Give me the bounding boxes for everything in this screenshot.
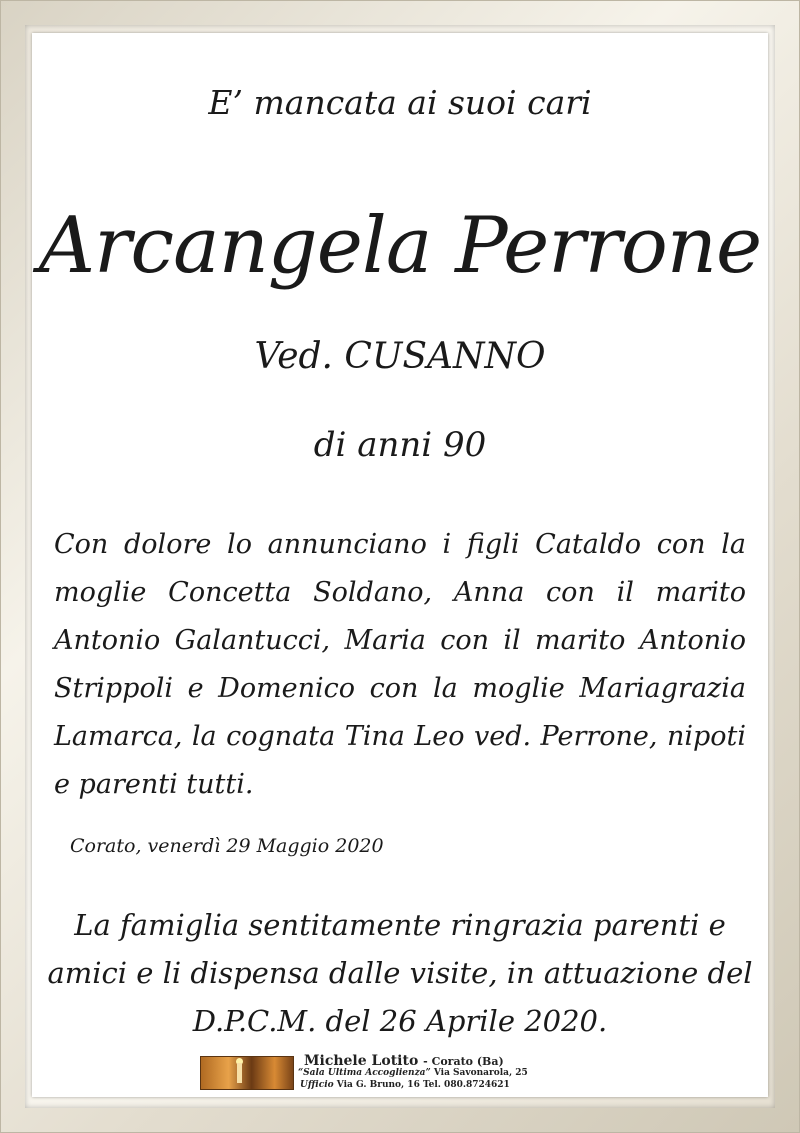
- place-date: Corato, venerdì 29 Maggio 2020: [70, 835, 384, 857]
- office-address: Via G. Bruno, 16: [336, 1080, 420, 1090]
- office-line: [300, 1080, 510, 1090]
- announcement-text: Con dolore lo annunciano i figli Cataldo con la moglie Concetta Soldano, Anna con il marito Antonio Galantucci, Maria con il marito Antonio Strippoli e Domenico con la moglie Mariagrazia Lamarca, la cognata Tina Leo ved. Perrone, nipoti e parenti tutti.: [54, 529, 746, 800]
- company-name: Michele Lotito: [304, 1053, 419, 1069]
- obituary-notice: [32, 33, 768, 1097]
- thanks-line: amici e li dispensa dalle visite, in attuazione del: [47, 956, 753, 990]
- widow-of: Ved. CUSANNO: [254, 336, 546, 377]
- funeral-home-footer: [200, 1053, 630, 1091]
- hall-line: [298, 1068, 528, 1078]
- thanks-line: La famiglia sentitamente ringrazia parenti e: [74, 908, 726, 942]
- intro-line: E’ mancata ai suoi cari: [208, 83, 592, 122]
- hall-name: “Sala Ultima Accoglienza”: [298, 1068, 431, 1078]
- deceased-name: Arcangela Perrone: [38, 201, 762, 291]
- thanks-line: D.P.C.M. del 26 Aprile 2020.: [192, 1004, 608, 1038]
- thanks-text: [32, 901, 768, 1045]
- candle-logo-icon: [200, 1056, 294, 1090]
- hall-address: Via Savonarola, 25: [433, 1068, 528, 1078]
- company-line: [304, 1053, 504, 1069]
- company-location: - Corato (Ba): [423, 1055, 504, 1068]
- age-line: di anni 90: [313, 425, 487, 465]
- office-label: Ufficio: [300, 1080, 334, 1090]
- phone-number: Tel. 080.8724621: [422, 1080, 510, 1090]
